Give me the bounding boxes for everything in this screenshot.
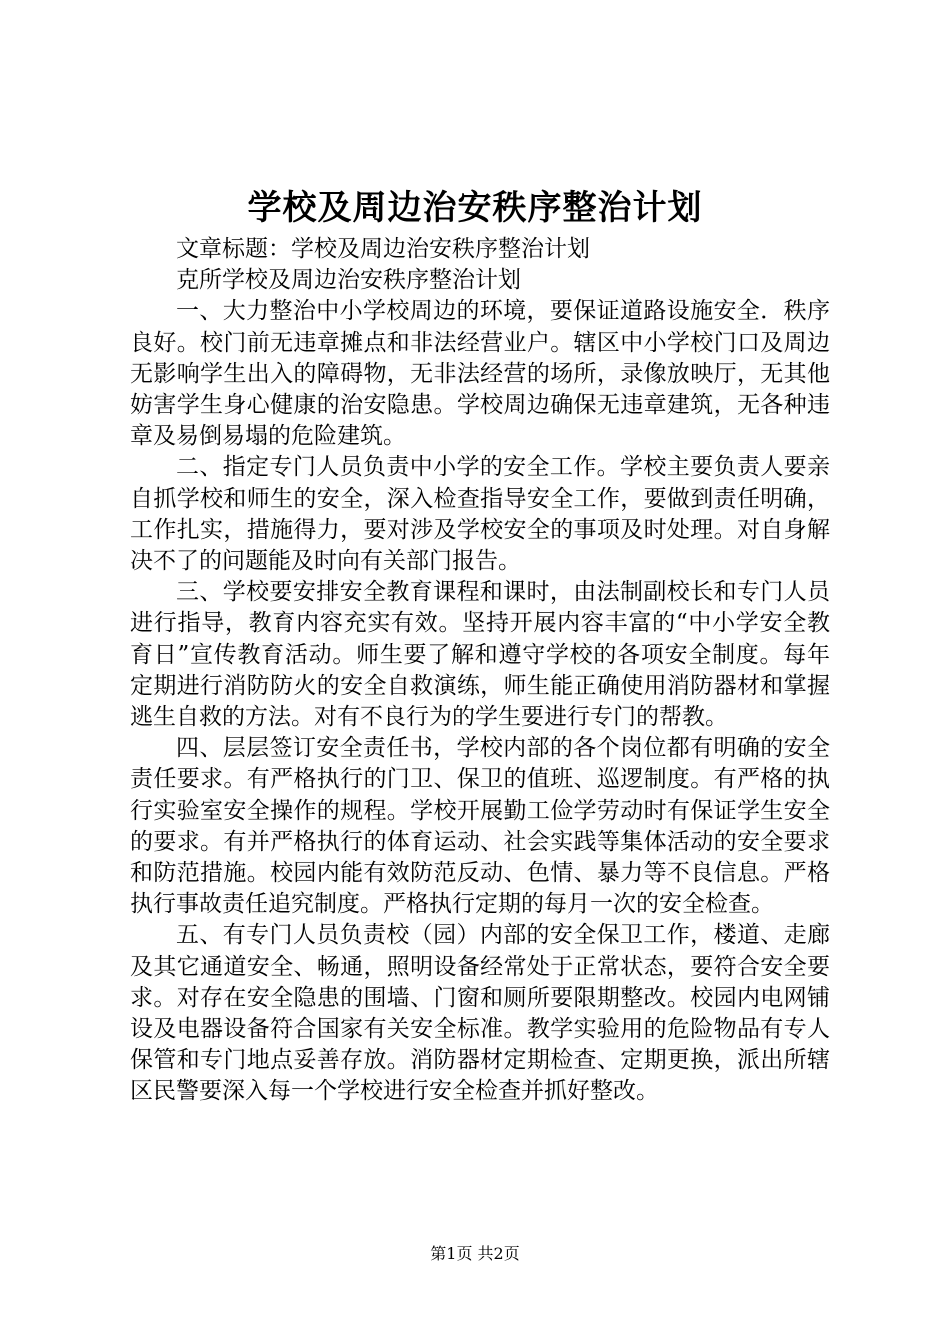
paragraph-4: 四、层层签订安全责任书，学校内部的各个岗位都有明确的安全责任要求。有严格执行的门卫、保卫的值班、巡逻制度。有严格的执行实验室安全操作的规程。学校开展勤工俭学劳动时有保证学生安全的要求。有并严格执行的体育运动、社会实践等集体活动的安全要求和防范措施。校园内能有效防范反动、色情、暴力等不良信息。严格执行事故责任追究制度。严格执行定期的每月一次的安全检查。 xyxy=(130,735,830,918)
document-title: 学校及周边治安秩序整治计划 xyxy=(247,188,703,228)
paragraph-5: 五、有专门人员负责校（园）内部的安全保卫工作，楼道、走廊及其它通道安全、畅通，照明设备经常处于正常状态，要符合安全要求。对存在安全隐患的围墙、门窗和厕所要限期整改。校园内电网铺设及电器设备符合国家有关安全标准。教学实验用的危险物品有专人保管和专门地点妥善存放。消防器材定期检查、定期更换，派出所辖区民警要深入每一个学校进行安全检查并抓好整改。 xyxy=(130,922,830,1105)
page-footer: 第1页 共2页 xyxy=(430,1244,520,1263)
paragraph-1: 一、大力整治中小学校周边的环境，要保证道路设施安全．秩序良好。校门前无违章摊点和非法经营业户。辖区中小学校门口及周边无影响学生出入的障碍物，无非法经营的场所，录像放映厅，无其他妨害学生身心健康的治安隐患。学校周边确保无违章建筑，无各种违章及易倒易塌的危险建筑。 xyxy=(130,298,830,450)
paragraph-3: 三、学校要安排安全教育课程和课时，由法制副校长和专门人员进行指导，教育内容充实有效。坚持开展内容丰富的“中小学安全教育日”宣传教育活动。师生要了解和遵守学校的各项安全制度。每年定期进行消防防火的安全自救演练，师生能正确使用消防器材和掌握逃生自救的方法。对有不良行为的学生要进行专门的帮教。 xyxy=(130,579,830,731)
document-body xyxy=(130,234,830,1108)
paragraph-2: 二、指定专门人员负责中小学的安全工作。学校主要负责人要亲自抓学校和师生的安全，深入检查指导安全工作，要做到责任明确，工作扎实，措施得力，要对涉及学校安全的事项及时处理。对自身解决不了的问题能及时向有关部门报告。 xyxy=(130,454,830,575)
subtitle-line: 克所学校及周边治安秩序整治计划 xyxy=(176,267,521,294)
article-title-line: 文章标题：学校及周边治安秩序整治计划 xyxy=(176,236,590,262)
